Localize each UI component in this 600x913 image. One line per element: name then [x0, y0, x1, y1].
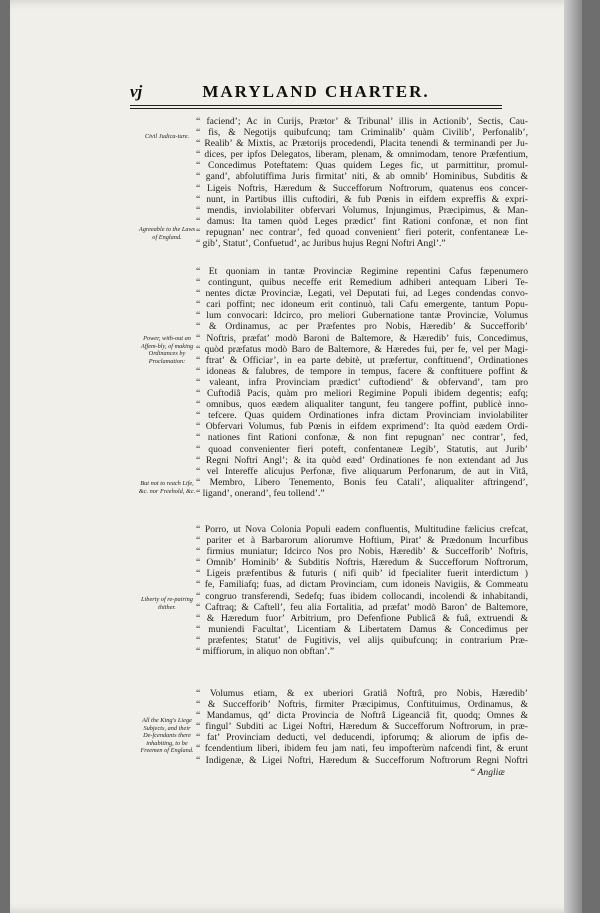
text-line: “ nentes dictæ Provinciæ, Legati, vel Deputati fui, ad Leges condendas convo- — [196, 288, 528, 300]
text-line: “ dices, per ipfos Delegatos, liberam, plenam, & omnimodam, tenore Præfentium, — [196, 149, 528, 161]
text-line: “ Et quoniam in tantæ Provinciæ Regimine repentini Cafus fæpenumero — [196, 266, 528, 277]
text-line: “ Realib’ & Mixtis, ac Prætorijs procedendi, Placita tenendi & terminandi per Ju- — [196, 138, 528, 150]
paragraph-laws — [196, 116, 528, 249]
text-line: “ Regni Noftri Angl’; & ita quòd eæd’ Ordinationes fe non extendant ad Jus — [196, 454, 528, 466]
text-line: “ damus: Ita tamen quòd Leges prædict’ fint Rationi confonæ, et non fint — [196, 215, 528, 227]
text-line: “ quòd præfatus modò Baro de Baltemore, & Hæredes fui, per fe, vel per Magi- — [196, 343, 528, 355]
text-line: “ quoad convenienter fieri poteft, confentaneæ Legib’, Statutis, aut Jurib’ — [196, 443, 528, 455]
text-line: “ Caftraq; & Caftell’, feu alia Fortalitia, ad præfat’ modò Baron’ de Baltemore, — [196, 601, 528, 613]
text-line: “ Ligeis Noftris, Hæredum & Succefforum Noftrorum, quatenus eos concer- — [196, 182, 528, 194]
text-line: “ cari poffint; nec idoneum erit continuò, tali Cafu emergente, tantum Popu- — [196, 299, 528, 311]
text-line: “ Membro, Libero Tenemento, Bonis feu Catali’, aliqualiter aftringend’, — [196, 476, 528, 488]
text-line: “ fcendentium liberi, ibidem feu jam nati, feu impofterùm nafcendi fint, & erunt — [196, 743, 528, 755]
text-line: “ firmius muniatur; Idcirco Nos pro Nobis, Hæredib’ & Succefforib’ Noftris, — [196, 546, 528, 558]
page-edge-shadow — [564, 0, 582, 913]
text-line: “ & Succefforib’ Noftris, firmiter Præcipimus, Conftituimus, Ordinamus, & — [196, 699, 528, 711]
text-line: “ nationes fint Rationi confonæ, & non fint repugnan’ nec contrar’, fed, — [196, 432, 528, 444]
paragraph-subjects — [196, 688, 528, 766]
text-line: “ & Ordinamus, ac per Præfentes pro Nobis, Hæredib’ & Succefforib’ — [196, 321, 528, 333]
side-note-not-reach-life: But not to reach Life, &c. nor Freehold, &c. — [138, 480, 196, 495]
text-line: “ contingunt, quibus neceffe erit Remedium adhiberi antequam Liberi Te- — [196, 277, 528, 289]
text-line: “ fingul’ Subditi ac Ligei Noftri, Hæredum & Succefforum Noftrorum, in præ- — [196, 721, 528, 733]
text-line: “ fe, Familiafq; fuas, ad dictam Provinciam, cum idoneis Navigiis, & Commeatu — [196, 579, 528, 591]
running-title: MARYLAND CHARTER. — [202, 82, 430, 101]
text-line: “ idoneas & falubres, de tempore in tempus, facere & conftituere poffint & — [196, 365, 528, 377]
paragraph-colony — [196, 524, 528, 657]
text-line: “ Cuftodiâ Pacis, quàm pro meliori Regimine Populi ibidem degentis; eafq; — [196, 388, 528, 400]
text-line: “ repugnan’ nec contrar’, fed quoad convenient’ fieri poterit, confentaneæ Le- — [196, 226, 528, 238]
text-line: “ faciend’; Ac in Curijs, Prætor’ & Tribunal’ illis in Actionib’, Sectis, Cau- — [196, 116, 528, 127]
text-line: “ miffiorum, in aliquo non obftan’.” — [196, 646, 335, 658]
text-line: “ & Hæredum fuor’ Arbitrium, pro Defenfione Publicâ & fuâ, extruendi & — [196, 612, 528, 624]
text-line: “ Noftris, præfat’ modò Baroni de Baltemore, & Hæredib’ fuis, Concedimus, — [196, 332, 528, 344]
text-line: “ gib’, Statut’, Confuetud’, ac Juribus hujus Regni Noftri Angl’.” — [196, 238, 446, 250]
text-line: “ ftrat’ & Officiar’, in ea parte debitè, ut præfertur, conftituend’, Ordinationes — [196, 354, 528, 366]
side-note-liberty-repairing: Liberty of re-pairing thither. — [141, 596, 193, 611]
text-line: “ lum convocari: Idcirco, pro meliori Gubernatione tantæ Provinciæ, Volumus — [196, 310, 528, 322]
text-line: “ pariter et à Barbarorum aliorumve Hoftium, Pirat’ & Prædonum Incurfibus — [196, 535, 528, 547]
text-line: “ Indigenæ, & Ligei Noftri, Hæredum & Succefforum Noftrorum Regni Noftri — [196, 754, 528, 766]
text-line: “ fis, & Negotijs quibufcunq; tam Criminalib’ quàm Civilib’, Perfonalib’, — [196, 127, 528, 139]
text-line: “ congruo transferendi, Sedefq; fuas ibidem collocandi, incolendi & inhabitandi, — [196, 590, 528, 602]
text-line: “ tefcere. Quas quidem Ordinationes infra dictam Provinciam inviolabiliter — [196, 410, 528, 422]
text-line: “ Omnib’ Hominib’ & Subditis Noftris, Hæredum & Succefforum Noftrorum, — [196, 557, 528, 569]
side-note-power-ordinances: Power, with-out an Affem-bly, of making Ordinances by Proclamation: — [140, 335, 194, 365]
page-header — [130, 82, 502, 104]
side-note-kings-subjects: All the King's Liege Subjects, and their De-fcendants there inhabiting, to be Freemen of England. — [140, 717, 194, 754]
text-line: “ Volumus etiam, & ex uberiori Gratiâ Noftrâ, pro Nobis, Hæredib’ — [196, 688, 528, 699]
text-line: “ valeant, infra Provinciam prædict’ cuftodiend’ & obfervand’, tam pro — [196, 376, 528, 388]
text-line: “ Mandamus, qd’ dicta Provincia de Noftrâ Ligeanciâ fit, quodq; Omnes & — [196, 710, 528, 722]
text-line: “ Porro, ut Nova Colonia Populi eadem confluentis, Multitudine fælicius crefcat, — [196, 524, 528, 535]
catchword: “ Angliæ — [470, 767, 505, 778]
text-line: “ ligand’, onerand’, feu tollend’.” — [196, 487, 325, 499]
header-rule — [130, 105, 502, 106]
side-note-laws-of-england: Agreeable to the Laws of England. — [138, 226, 196, 241]
text-line: “ Ligeis præfentibus & futuris ( nifi quib’ id fpecialiter fuerit interdictum ) — [196, 568, 528, 580]
page-number: vj — [130, 82, 143, 101]
text-line: “ omnibus, quos eædem aliqualiter tangunt, feu tangere poffint, publicè inno- — [196, 399, 528, 411]
text-line: “ nunt, in Partibus illis cuftodiri, & fub Pœnis in eifdem expreffis & expri- — [196, 193, 528, 205]
paragraph-ordinances — [196, 266, 528, 499]
text-line: “ præfentes; Statut’ de Fugitivis, vel alijs quibufcunq; in contrarium Præ- — [196, 634, 528, 646]
text-line: “ muniendi Facultat’, Licentiam & Libertatem Damus & Concedimus per — [196, 623, 528, 635]
text-line: “ Concedimus Poteftatem: Quas quidem Leges fic, ut parmittitur, promul- — [196, 160, 528, 172]
text-line: “ fat’ Provinciam deducti, vel deducendi, ipforumq; & aliorum de ipfis de- — [196, 732, 528, 744]
text-line: “ Obfervari Volumus, fub Pœnis in eifdem exprimend’: Ita quòd eædem Ordi- — [196, 421, 528, 433]
text-line: “ vel Intereffe alicujus Perfonæ, five aliquarum Perfonarum, de aut in Vitâ, — [196, 465, 528, 477]
side-note-civil-judicature: Civil Judica-ture. — [144, 133, 190, 140]
text-line: “ gand’, abfolutiffima Juris firmitat’ niti, & ab omnib’ Hominibus, Subditis & — [196, 171, 528, 183]
text-line: “ mendis, inviolabiliter obfervari Volumus, Injungimus, Præcipimus, & Man- — [196, 204, 528, 216]
header-rule-thin — [130, 108, 502, 109]
